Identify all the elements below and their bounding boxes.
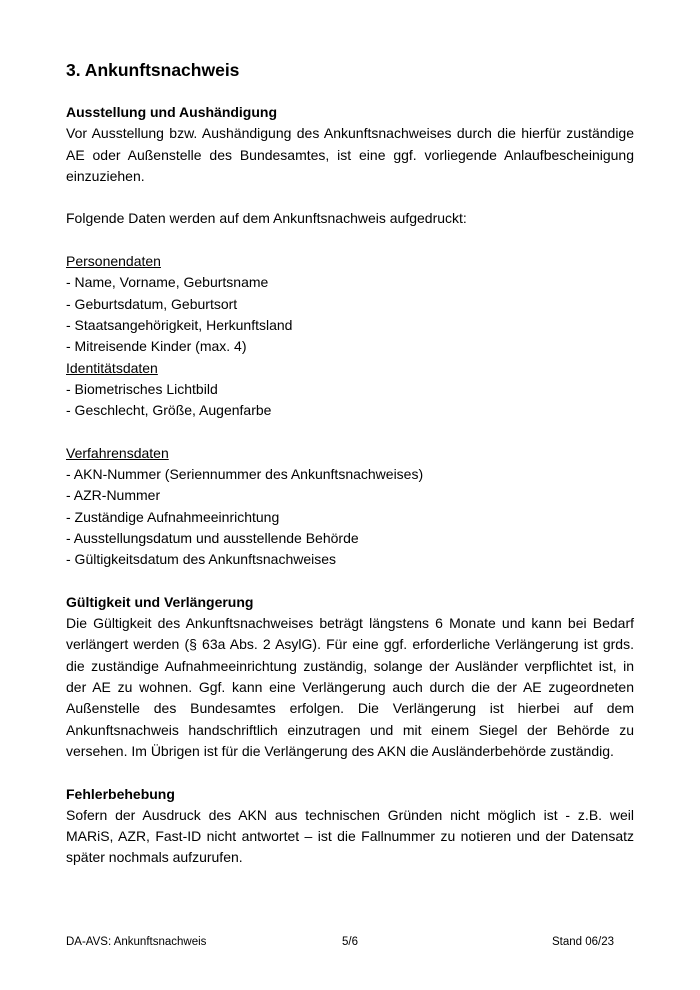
section-fehlerbehebung-title: Fehlerbehebung bbox=[66, 785, 175, 802]
section-gueltigkeit-paragraph: Die Gültigkeit des Ankunftsnachweises beträgt längstens 6 Monate und kann bei Bedarf verlängert werden (§ 63a Abs. 2 AsylG). Für eine ggf. erforderliche Verlängerung ist grds. die zuständige Aufnahmeeinrichtung zuständig, solange der Ausländer verpflichtet ist, in der AE zu wohnen. Ggf. kann eine Verlängerung auch durch die der AE zugeordneten Außenstelle des Bundesamtes erfolgen. Die Verlängerung ist hierbei auf dem Ankunftsnachweis handschriftlich einzutragen und mit einem Siegel der Behörde zu versehen. Im Übrigen ist für die Verlängerung des AKN die Ausländerbehörde zuständig. bbox=[66, 615, 634, 759]
list-item: - Zuständige Aufnahmeeinrichtung bbox=[66, 508, 280, 525]
group-identitaetsdaten-list bbox=[66, 379, 634, 422]
list-item: - Geburtsdatum, Geburtsort bbox=[66, 295, 238, 312]
document-content bbox=[66, 102, 634, 869]
list-item: - Gültigkeitsdatum des Ankunftsnachweises bbox=[66, 551, 337, 568]
footer-version: Stand 06/23 bbox=[551, 936, 614, 948]
section-ausstellung-title: Ausstellung und Aushändigung bbox=[66, 104, 278, 120]
page-footer bbox=[66, 934, 614, 950]
footer-page-number: 5/6 bbox=[342, 936, 358, 948]
group-identitaetsdaten-title: Identitätsdaten bbox=[66, 359, 158, 376]
list-item: - Staatsangehörigkeit, Herkunftsland bbox=[66, 316, 293, 333]
spacer bbox=[66, 187, 634, 208]
list-item: - Ausstellungsdatum und ausstellende Behörde bbox=[66, 529, 359, 546]
footer-document-title: DA-AVS: Ankunftsnachweis bbox=[66, 936, 207, 948]
section-ausstellung-paragraph: Vor Ausstellung bzw. Aushändigung des Ankunftsnachweises durch die hierfür zuständige AE oder Außenstelle des Bundesamtes, ist eine ggf. vorliegende Anlaufbescheinigung einzuziehen. bbox=[66, 125, 634, 184]
spacer bbox=[66, 421, 634, 442]
section-gueltigkeit-title: Gültigkeit und Verlängerung bbox=[66, 593, 254, 610]
list-item: - AKN-Nummer (Seriennummer des Ankunftsnachweises) bbox=[66, 466, 424, 483]
list-item: - AZR-Nummer bbox=[66, 487, 161, 504]
list-item: - Geschlecht, Größe, Augenfarbe bbox=[66, 402, 272, 419]
list-item: - Mitreisende Kinder (max. 4) bbox=[66, 338, 247, 355]
group-personendaten-list bbox=[66, 272, 634, 357]
spacer bbox=[66, 230, 634, 251]
page-heading: 3. Ankunftsnachweis bbox=[66, 60, 240, 80]
group-verfahrensdaten-title: Verfahrensdaten bbox=[66, 444, 169, 461]
spacer bbox=[66, 571, 634, 592]
list-item: - Name, Vorname, Geburtsname bbox=[66, 274, 269, 291]
list-item: - Biometrisches Lichtbild bbox=[66, 380, 218, 397]
data-list-intro: Folgende Daten werden auf dem Ankunftsnachweis aufgedruckt: bbox=[66, 210, 467, 227]
spacer bbox=[66, 762, 634, 783]
group-personendaten-title: Personendaten bbox=[66, 253, 161, 270]
section-fehlerbehebung-paragraph: Sofern der Ausdruck des AKN aus technischen Gründen nicht möglich ist - z.B. weil MARiS, AZR, Fast-ID nicht antwortet – ist die Fallnummer zu notieren und der Datensatz später nochmals aufzurufen. bbox=[66, 806, 634, 866]
group-verfahrensdaten-list bbox=[66, 464, 634, 570]
